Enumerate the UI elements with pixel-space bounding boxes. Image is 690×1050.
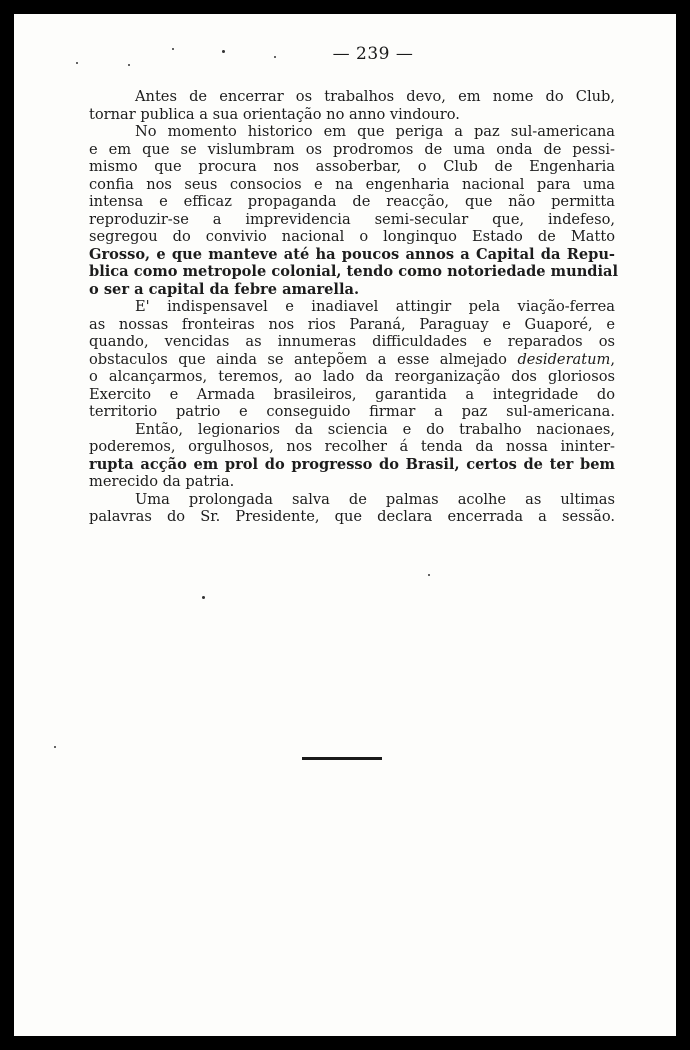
text-line: quando, vencidas as innumeras difficuldades e reparados os [89, 333, 615, 350]
text-line: blica como metropole colonial, tendo como notoriedade mundial [89, 263, 619, 280]
scan-speck [172, 48, 174, 50]
body-text [89, 88, 619, 526]
text-line: confia nos seus consocios e na engenharia nacional para uma [89, 175, 615, 193]
text-line: Antes de encerrar os trabalhos devo, em nome do Club, [135, 88, 615, 105]
text-line: rupta acção em prol do progresso do Brasil, certos de ter bem [89, 455, 615, 473]
scan-speck [274, 56, 276, 58]
scan-speck [128, 64, 130, 66]
text-line: reproduzir-se a imprevidencia semi-secular que, indefeso, [89, 210, 615, 228]
text-line: o alcançarmos, teremos, ao lado da reorganização dos gloriosos [89, 368, 615, 385]
text-line: No momento historico em que periga a paz sul-americana [135, 123, 615, 140]
scan-speck [428, 574, 430, 576]
text-line: as nossas fronteiras nos rios Paraná, Paraguay e Guaporé, e [89, 315, 615, 333]
text-line: E' indispensavel e inadiavel attingir pela viação-ferrea [135, 298, 615, 315]
page-number: — 239 — [332, 44, 414, 64]
text-line: merecido da patria. [89, 473, 235, 490]
scan-speck [202, 596, 205, 599]
text-line: territorio patrio e conseguido firmar a paz sul-americana. [89, 403, 615, 420]
text-line: palavras do Sr. Presidente, que declara encerrada a sessão. [89, 508, 615, 525]
scanned-page [14, 14, 676, 1036]
scan-speck [54, 746, 56, 748]
end-rule [302, 757, 382, 760]
text-line: tornar publica a sua orientação no anno vindouro. [89, 105, 460, 123]
text-line: Grosso, e que manteve até ha poucos annos a Capital da Repu- [89, 245, 615, 263]
italic-term: desideratum [517, 350, 611, 368]
text-line: o ser a capital da febre amarella. [89, 280, 360, 298]
text-line: Uma prolongada salva de palmas acolhe as ultimas [135, 490, 615, 508]
text-line: obstaculos que ainda se antepõem a esse almejado desideratum, [89, 350, 615, 368]
scan-speck [76, 62, 78, 64]
text-line: segregou do convivio nacional o longinquo Estado de Matto [89, 228, 615, 245]
text-line: poderemos, orgulhosos, nos recolher á tenda da nossa ininter- [89, 438, 615, 455]
scan-speck [222, 50, 225, 53]
text-line: e em que se vislumbram os prodromos de uma onda de pessi- [89, 140, 615, 158]
text-line: intensa e efficaz propaganda de reacção, que não permitta [89, 193, 615, 210]
text-line: mismo que procura nos assoberbar, o Club de Engenharia [89, 158, 615, 175]
text-line: Então, legionarios da sciencia e do trabalho nacionaes, [135, 420, 615, 438]
text-line: Exercito e Armada brasileiros, garantida a integridade do [89, 385, 615, 403]
